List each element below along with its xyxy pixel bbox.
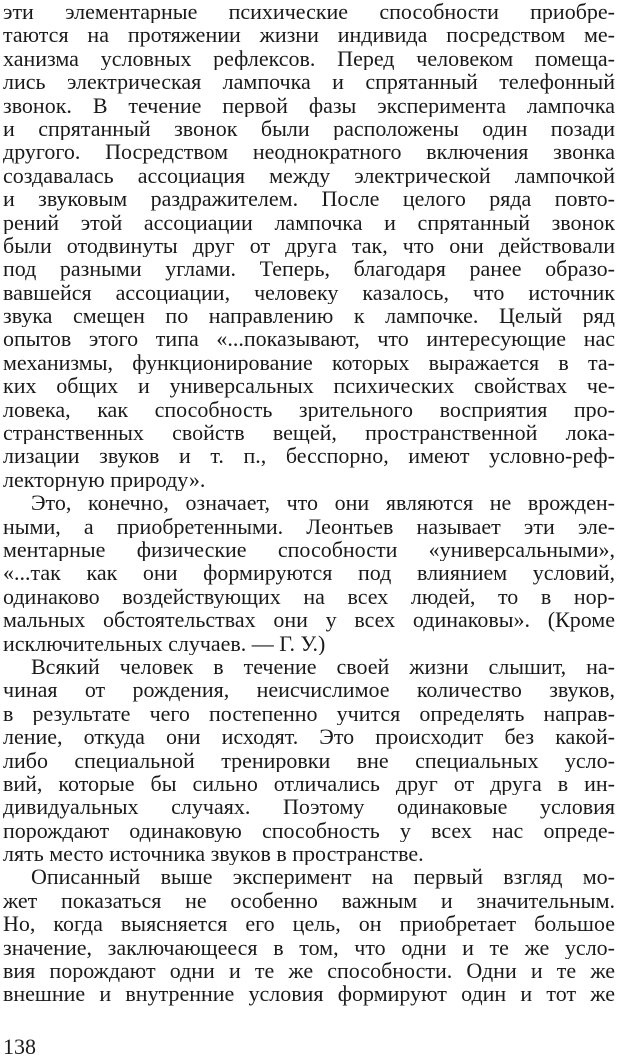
- text-line: лизации звуков и т. п., бесспорно, имеют условно-реф-: [3, 444, 615, 468]
- text-line: ловека, как способность зрительного восприятия про-: [3, 397, 615, 422]
- text-line: эти элементарные психические способности приобре-: [3, 0, 615, 24]
- text-line: ными, а приобретенными. Леонтьев называет эти эле-: [3, 514, 615, 538]
- text-line: Это, конечно, означает, что они являются не врожден-: [31, 491, 615, 515]
- text-line: рений этой ассоциации лампочка и спрятанный звонок: [3, 210, 615, 234]
- text-line: порождают одинаковую способность у всех нас опреде-: [3, 818, 615, 843]
- paragraph: [3, 491, 615, 655]
- text-line: исключительных случаев. — Г. У.): [3, 631, 326, 655]
- text-line: таются на протяжении жизни индивида посредством ме-: [3, 23, 615, 47]
- text-line: Но, когда выясняется его цель, он приобретает большое: [3, 912, 615, 936]
- text-line: другого. Посредством неоднократного включения звонка: [3, 140, 615, 164]
- text-line: звука смещен по направлению к лампочке. Целый ряд: [3, 304, 615, 328]
- text-line: ханизма условных рефлексов. Перед человеком помеща-: [3, 46, 615, 71]
- text-line: звонок. В течение первой фазы эксперимента лампочка: [3, 93, 615, 117]
- text-line: внешние и внутренние условия формируют один и тот же: [3, 982, 615, 1006]
- page-number: 138: [3, 1034, 36, 1059]
- text-line: значение, заключающееся в том, что одни и те же усло-: [3, 935, 615, 960]
- text-line: вия порождают одни и те же способности. Одни и те же: [3, 959, 615, 983]
- text-line: лять место источника звуков в пространстве.: [3, 842, 424, 866]
- paragraph: [3, 0, 615, 491]
- text-line: под разными углами. Теперь, благодаря ранее образо-: [3, 257, 615, 281]
- text-line: и звуковым раздражителем. После целого ряда повто-: [3, 187, 615, 211]
- text-line: ментарные физические способности «универсальными»,: [3, 537, 615, 562]
- text-line: вавшейся ассоциации, человеку казалось, что источник: [3, 280, 615, 305]
- text-line: вий, которые бы сильно отличались друг от друга в ин-: [3, 771, 615, 796]
- text-line: странственных свойств вещей, пространственной лока-: [3, 421, 615, 445]
- text-line: жет показаться не особенно важным и значительным.: [3, 888, 615, 913]
- text-line: дивидуальных случаях. Поэтому одинаковые условия: [3, 795, 615, 819]
- body-text: [3, 0, 615, 1006]
- paragraph: [3, 865, 615, 1005]
- text-line: ление, откуда они исходят. Это происходит без какой-: [3, 725, 615, 749]
- text-line: либо специальной тренировки вне специальных усло-: [3, 748, 615, 772]
- text-line: механизмы, функционирование которых выражается в та-: [3, 350, 615, 375]
- text-line: в результате чего постепенно учится определять направ-: [3, 701, 615, 726]
- text-line: были отодвинуты друг от друга так, что они действовали: [3, 233, 615, 258]
- text-line: и спрятанный звонок были расположены один позади: [3, 116, 615, 141]
- text-line: опытов этого типа «...показывают, что интересующие нас: [3, 327, 615, 351]
- text-line: создавалась ассоциация между электрической лампочкой: [3, 163, 615, 188]
- text-line: Всякий человек в течение своей жизни слышит, на-: [31, 654, 615, 679]
- paragraph: [3, 655, 615, 866]
- text-line: мальных обстоятельствах они у всех одинаковы». (Кроме: [3, 608, 615, 632]
- text-line: чиная от рождения, неисчислимое количество звуков,: [3, 678, 615, 702]
- text-line: одинаково воздействующих на всех людей, то в нор-: [3, 584, 615, 609]
- text-line: лись электрическая лампочка и спрятанный телефонный: [3, 70, 615, 94]
- text-line: Описанный выше эксперимент на первый взгляд мо-: [31, 865, 615, 889]
- text-line: «...так как они формируются под влиянием условий,: [3, 561, 615, 585]
- text-line: ких общих и универсальных психических свойствах че-: [3, 374, 615, 398]
- text-line: лекторную природу».: [3, 467, 206, 492]
